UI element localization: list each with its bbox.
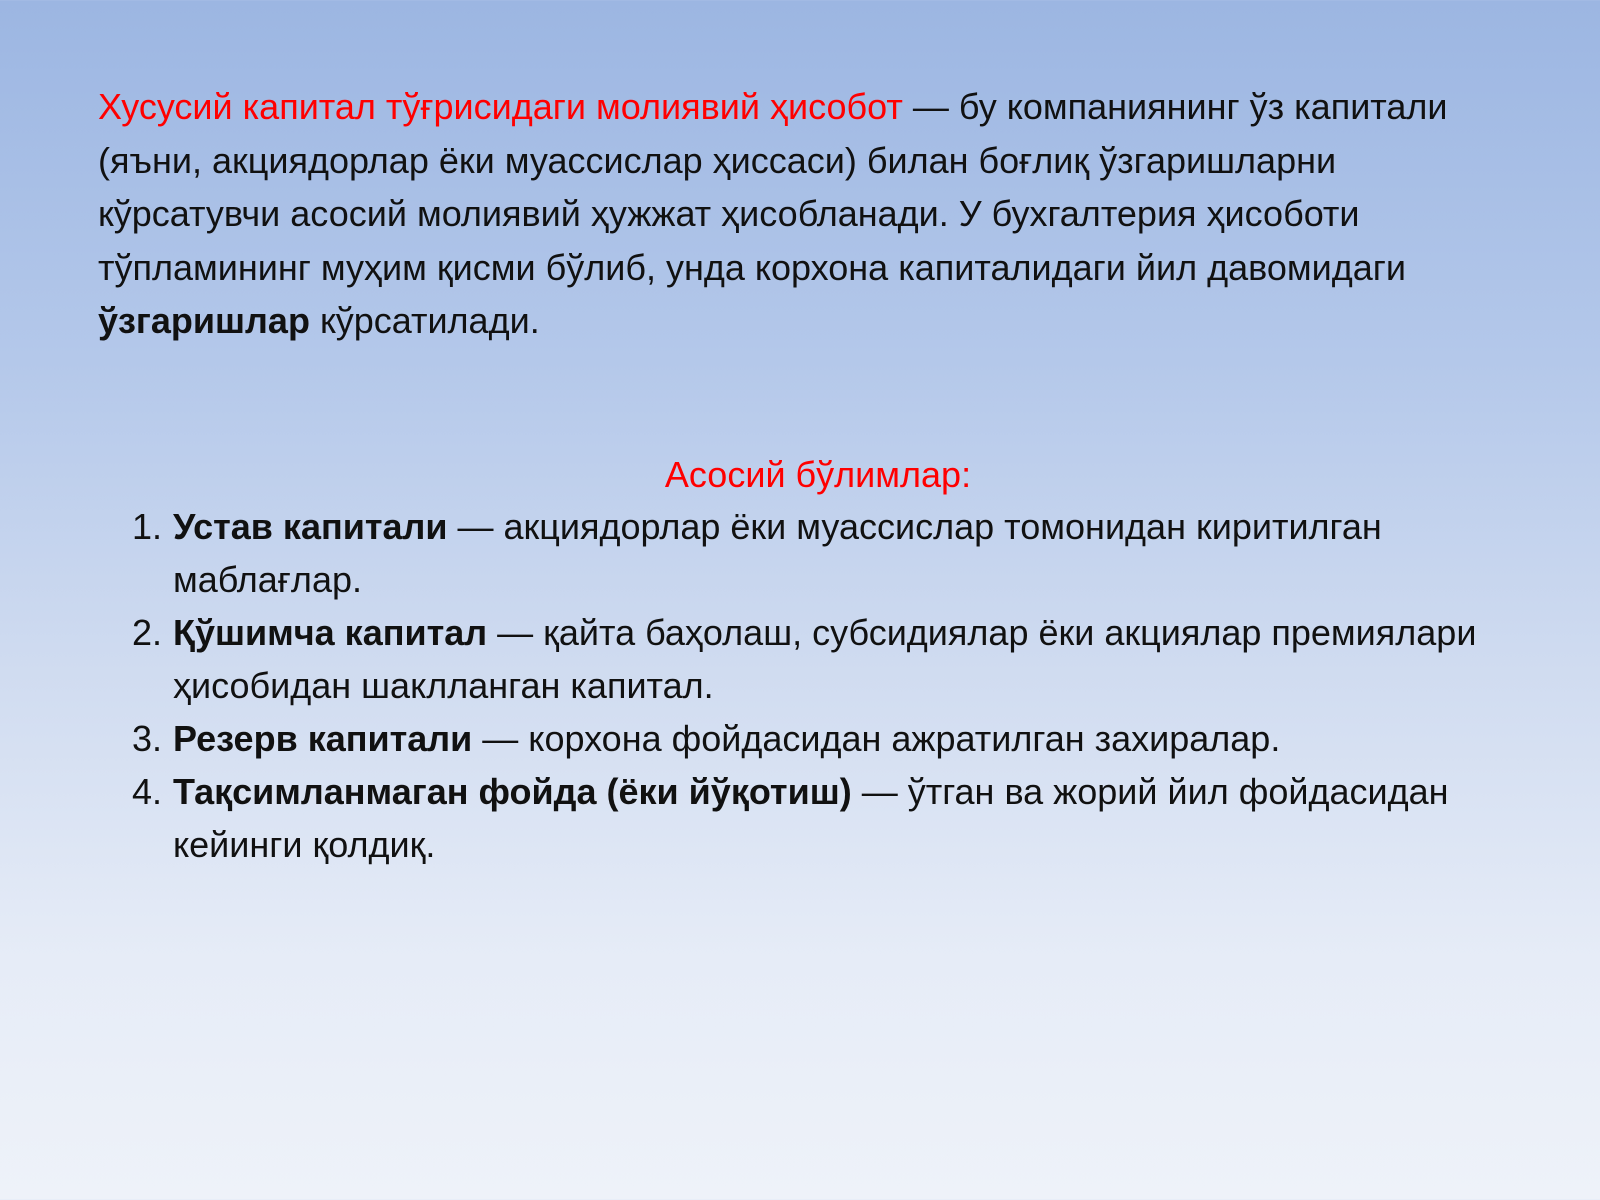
list-item: [132, 500, 1512, 606]
intro-text-2: кўрсатилади.: [309, 300, 540, 341]
list-item-description: — акциядорлар ёки муассислар томонидан киритилган маблағлар.: [173, 506, 1382, 600]
list-item: [132, 712, 1512, 765]
list-item-term: Устав капитали: [173, 506, 448, 547]
list-item-description: — корхона фойдасидан ажратилган захиралар.: [472, 718, 1281, 759]
list-item-number: 2.: [132, 612, 163, 653]
intro-paragraph: [98, 80, 1518, 348]
list-item-description: — ўтган ва жорий йил фойдасидан кейинги қолдиқ.: [173, 771, 1449, 865]
list-item-term: Резерв капитали: [173, 718, 473, 759]
list-item: [132, 606, 1512, 712]
intro-text-1: — бу компаниянинг ўз капитали (яъни, акциядорлар ёки муассислар ҳиссаси) билан боғлиқ ўзгаришларни кўрсатувчи асосий молиявий ҳужжат ҳисобланади. У бухгалтерия ҳисоботи тўпламининг муҳим қисми бўлиб, унда корхона капиталидаги йил давомидаги: [98, 86, 1448, 288]
list-item-term: Қўшимча капитал: [173, 612, 488, 653]
list-item-number: 1.: [132, 506, 163, 547]
sections-list: [132, 500, 1512, 871]
list-item-description: — қайта баҳолаш, субсидиялар ёки акциялар премиялари ҳисобидан шаклланган капитал.: [173, 612, 1477, 706]
list-item: [132, 765, 1512, 871]
intro-bold: ўзгаришлар: [98, 300, 310, 341]
list-item-number: 4.: [132, 771, 163, 812]
list-item-term: Тақсимланмаган фойда (ёки йўқотиш): [173, 771, 852, 812]
section-heading: Асосий бўлимлар:: [664, 454, 972, 495]
list-item-number: 3.: [132, 718, 163, 759]
intro-highlight: Хусусий капитал тўғрисидаги молиявий ҳисобот: [98, 86, 903, 127]
